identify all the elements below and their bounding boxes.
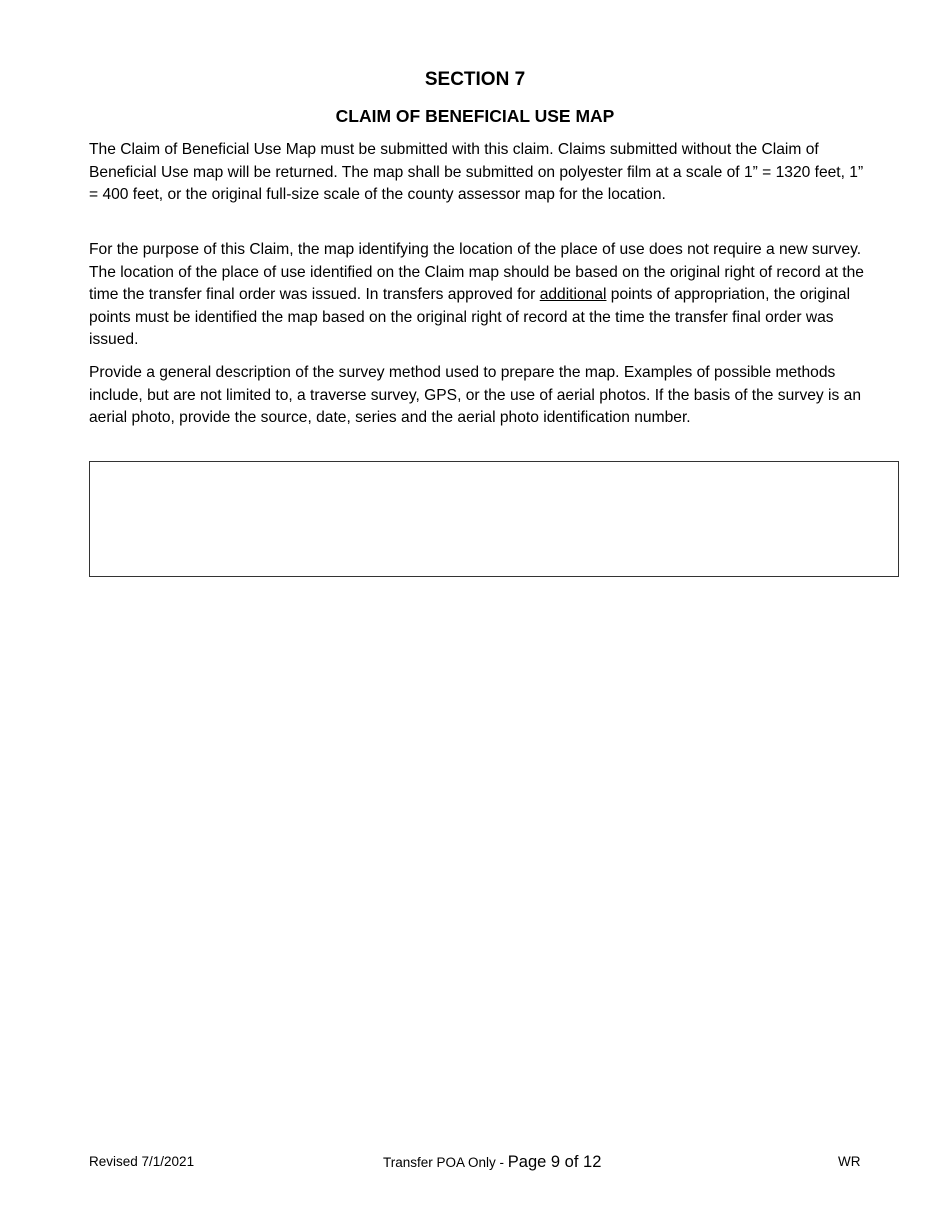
footer-code: WR [838, 1154, 861, 1169]
underlined-word-additional: additional [539, 286, 607, 304]
footer-revised-date: Revised 7/1/2021 [89, 1154, 195, 1169]
paragraph-2-text-start: For the purpose of this Claim, the map identifying the location of the place of use does not require a new survey. The location of the place of use identified on the Claim map should be based on the original right of record at the time the transfer final order was issued. In transfers approved for [89, 241, 864, 304]
instructions-paragraph-2 [89, 239, 864, 352]
section-title: CLAIM OF BENEFICIAL USE MAP [335, 106, 615, 126]
section-number: SECTION 7 [424, 69, 526, 90]
footer-page-info [383, 1152, 601, 1173]
footer-page-number: Page 9 of 12 [507, 1153, 602, 1171]
paragraph-2-text-end: points of appropriation, the original points must be identified the map based on the original right of record at the time the transfer final order was issued. [89, 286, 851, 349]
footer-form-label: Transfer POA Only - [383, 1155, 508, 1170]
instructions-paragraph-1: The Claim of Beneficial Use Map must be submitted with this claim. Claims submitted without the Claim of Beneficial Use map will be returned. The map shall be submitted on polyester film at a scale of 1” = 1320 feet, 1” = 400 feet, or the original full-size scale of the county assessor map for the location. [89, 141, 864, 204]
instructions-paragraph-3: Provide a general description of the survey method used to prepare the map. Examples of possible methods include, but are not limited to, a traverse survey, GPS, or the use of aerial photos. If the basis of the survey is an aerial photo, provide the source, date, series and the aerial photo identification number. [89, 364, 861, 427]
survey-method-description-field[interactable] [89, 461, 899, 577]
